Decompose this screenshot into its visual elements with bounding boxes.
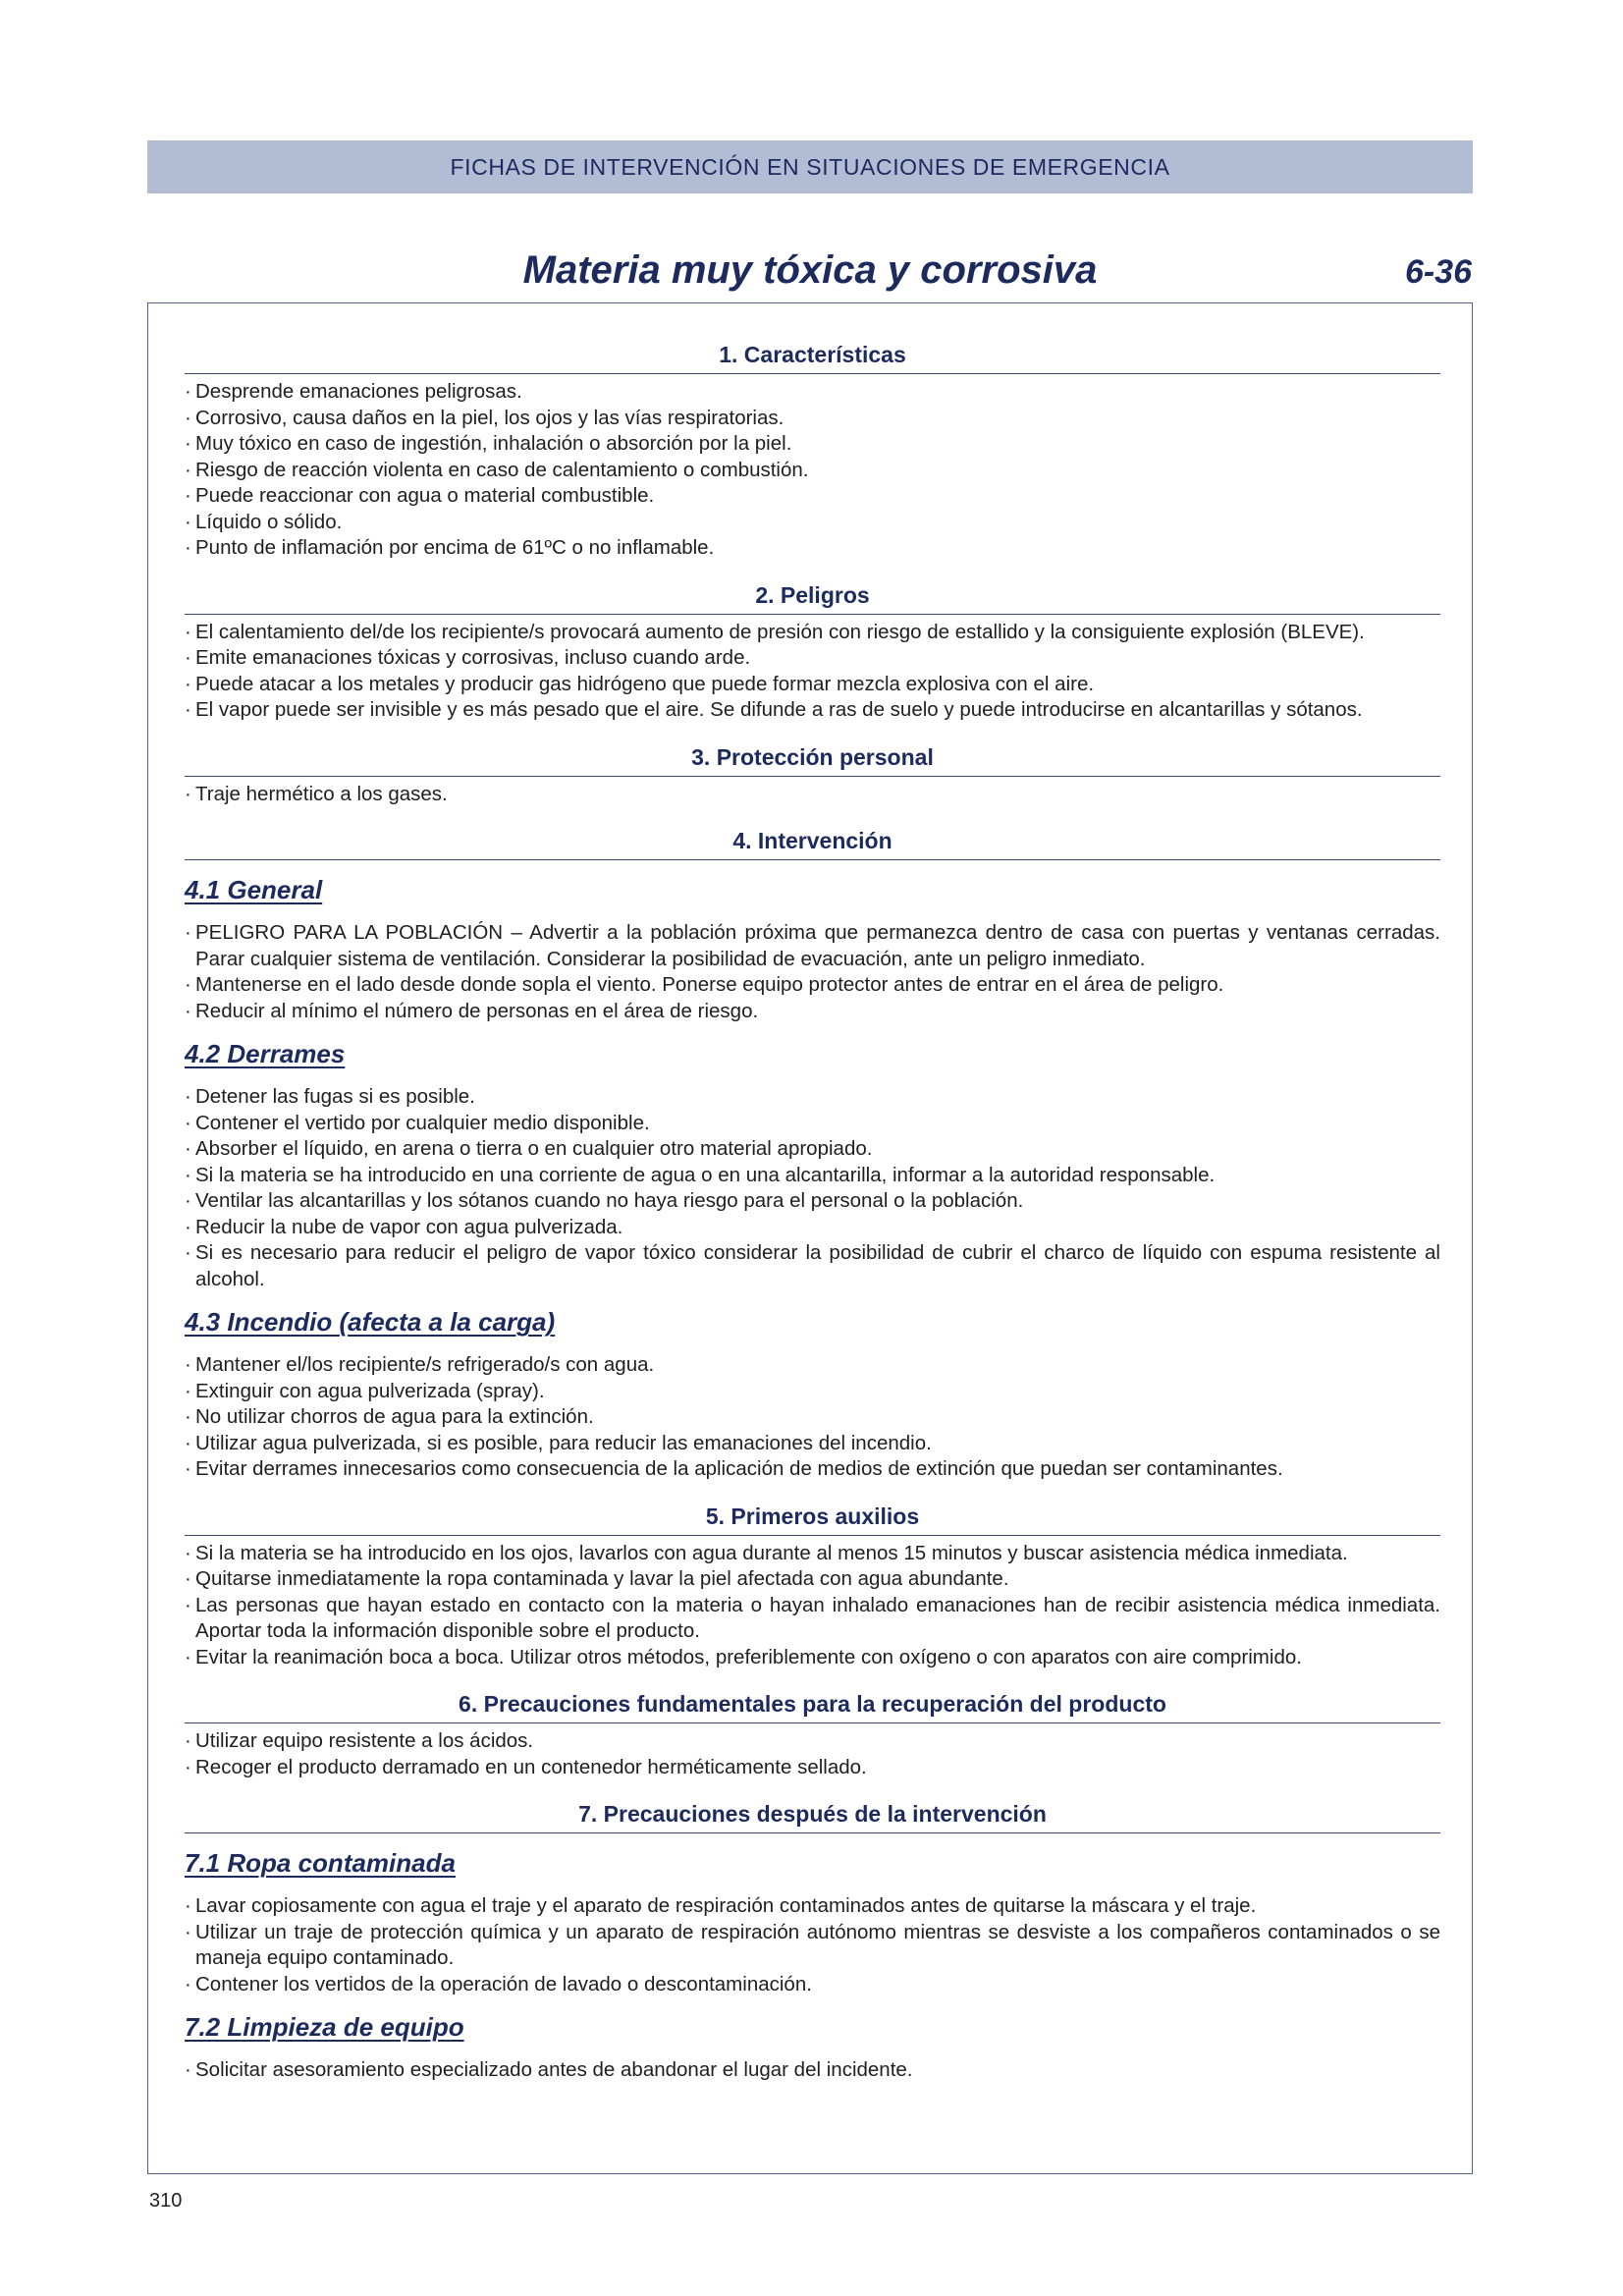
bullet: ·: [185, 2058, 191, 2081]
bullet: ·: [185, 620, 191, 643]
bullet: ·: [185, 1567, 191, 1590]
list-item: [185, 1136, 1440, 1163]
list-item: [185, 1893, 1440, 1920]
bullet-list: [185, 1541, 1440, 1671]
list-item: [185, 1431, 1440, 1457]
section-intervencion: [185, 826, 1440, 1483]
item-text: Si es necesario para reducir el peligro de vapor tóxico considerar la posibilidad de cubrir el charco de líquido con espuma resistente al alcohol.: [195, 1241, 1440, 1290]
bullet: ·: [185, 1111, 191, 1134]
bullet: ·: [185, 782, 191, 805]
list-item: [185, 2057, 1440, 2084]
list-item: [185, 458, 1440, 484]
bullet-list: [185, 2057, 1440, 2084]
item-text: Lavar copiosamente con agua el traje y el aparato de respiración contaminados antes de quitarse la máscara y el traje.: [195, 1894, 1257, 1917]
bullet: ·: [185, 1541, 191, 1564]
list-item: [185, 431, 1440, 458]
subsection-heading: 7.1 Ropa contaminada: [185, 1848, 456, 1878]
list-item: [185, 1593, 1440, 1645]
section-precauciones-recuperacion: [185, 1689, 1440, 1780]
bullet-list: [185, 620, 1440, 724]
bullet: ·: [185, 1405, 191, 1428]
item-text: Absorber el líquido, en arena o tierra o en cualquier otro material apropiado.: [195, 1137, 873, 1160]
bullet: ·: [185, 484, 191, 507]
section-heading: 1. Características: [185, 340, 1440, 374]
bullet: ·: [185, 380, 191, 403]
list-item: [185, 483, 1440, 510]
item-text: Punto de inflamación por encima de 61ºC o no inflamable.: [195, 536, 715, 559]
item-text: Contener el vertido por cualquier medio disponible.: [195, 1111, 650, 1134]
item-text: Evitar la reanimación boca a boca. Utilizar otros métodos, preferiblemente con oxígeno o con aparatos con aire comprimido.: [195, 1645, 1302, 1668]
content-box: [147, 302, 1473, 2174]
item-text: Si la materia se ha introducido en los ojos, lavarlos con agua durante al menos 15 minutos y buscar asistencia médica inmediata.: [195, 1541, 1348, 1564]
item-text: Las personas que hayan estado en contacto con la materia o hayan inhalado emanaciones han de recibir asistencia médica inmediata. Aportar toda la información disponible sobre el producto.: [195, 1593, 1440, 1642]
list-item: [185, 535, 1440, 562]
item-text: Quitarse inmediatamente la ropa contaminada y lavar la piel afectada con agua abundante.: [195, 1567, 1009, 1590]
bullet: ·: [185, 1920, 191, 1943]
list-item: [185, 1352, 1440, 1379]
list-item: [185, 999, 1440, 1025]
item-text: Reducir la nube de vapor con agua pulverizada.: [195, 1215, 623, 1238]
item-text: Utilizar un traje de protección química y un aparato de respiración autónomo mientras se desviste a los compañeros contaminados o se maneja equipo contaminado.: [195, 1920, 1440, 1969]
item-text: Contener los vertidos de la operación de lavado o descontaminación.: [195, 1972, 812, 1995]
item-text: Corrosivo, causa daños en la piel, los ojos y las vías respiratorias.: [195, 406, 784, 429]
bullet-list: [185, 920, 1440, 1024]
item-text: Muy tóxico en caso de ingestión, inhalación o absorción por la piel.: [195, 432, 792, 455]
bullet: ·: [185, 672, 191, 695]
section-heading: 3. Protección personal: [185, 742, 1440, 777]
list-item: [185, 406, 1440, 432]
list-item: [185, 1541, 1440, 1567]
list-item: [185, 1215, 1440, 1241]
section-proteccion-personal: [185, 742, 1440, 808]
list-item: [185, 1111, 1440, 1137]
item-text: Mantenerse en el lado desde donde sopla el viento. Ponerse equipo protector antes de entrar en el área de peligro.: [195, 973, 1224, 996]
item-text: Detener las fugas si es posible.: [195, 1085, 475, 1108]
item-text: Traje hermético a los gases.: [195, 782, 448, 805]
list-item: [185, 620, 1440, 646]
list-item: [185, 1188, 1440, 1215]
list-item: [185, 1456, 1440, 1483]
item-text: Reducir al mínimo el número de personas en el área de riesgo.: [195, 999, 759, 1022]
bullet: ·: [185, 1972, 191, 1995]
section-heading: 7. Precauciones después de la intervención: [185, 1799, 1440, 1833]
banner-title: FICHAS DE INTERVENCIÓN EN SITUACIONES DE EMERGENCIA: [450, 153, 1170, 180]
bullet: ·: [185, 1241, 191, 1264]
bullet: ·: [185, 510, 191, 533]
bullet-list: [185, 1084, 1440, 1292]
bullet: ·: [185, 921, 191, 944]
list-item: [185, 972, 1440, 999]
list-item: [185, 920, 1440, 972]
sheet-code: 6-36: [1404, 253, 1472, 291]
item-text: Líquido o sólido.: [195, 510, 343, 533]
bullet: ·: [185, 1137, 191, 1160]
bullet: ·: [185, 432, 191, 455]
list-item: [185, 1240, 1440, 1292]
list-item: [185, 1163, 1440, 1189]
bullet-list: [185, 1893, 1440, 1997]
bullet: ·: [185, 1593, 191, 1616]
bullet: ·: [185, 1457, 191, 1480]
item-text: No utilizar chorros de agua para la extinción.: [195, 1405, 594, 1428]
item-text: Extinguir con agua pulverizada (spray).: [195, 1379, 545, 1402]
section-heading: 4. Intervención: [185, 826, 1440, 860]
bullet-list: [185, 379, 1440, 562]
bullet: ·: [185, 1755, 191, 1778]
bullet: ·: [185, 458, 191, 481]
bullet-list: [185, 1352, 1440, 1483]
item-text: Puede reaccionar con agua o material combustible.: [195, 484, 655, 507]
item-text: Recoger el producto derramado en un contenedor herméticamente sellado.: [195, 1755, 867, 1778]
list-item: [185, 782, 1440, 808]
item-text: Utilizar agua pulverizada, si es posible, para reducir las emanaciones del incendio.: [195, 1431, 932, 1454]
item-text: Emite emanaciones tóxicas y corrosivas, incluso cuando arde.: [195, 646, 751, 669]
list-item: [185, 645, 1440, 672]
bullet: ·: [185, 1645, 191, 1668]
bullet: ·: [185, 1215, 191, 1238]
item-text: Utilizar equipo resistente a los ácidos.: [195, 1729, 534, 1752]
list-item: [185, 1645, 1440, 1671]
bullet: ·: [185, 536, 191, 559]
section-precauciones-despues: [185, 1799, 1440, 2084]
bullet: ·: [185, 1189, 191, 1212]
subsection-heading: 7.2 Limpieza de equipo: [185, 2012, 464, 2042]
section-heading: 5. Primeros auxilios: [185, 1502, 1440, 1536]
list-item: [185, 1728, 1440, 1755]
bullet: ·: [185, 1085, 191, 1108]
section-heading: 6. Precauciones fundamentales para la recuperación del producto: [185, 1689, 1440, 1723]
item-text: Ventilar las alcantarillas y los sótanos cuando no haya riesgo para el personal o la población.: [195, 1189, 1024, 1212]
page-number: 310: [149, 2190, 183, 2212]
list-item: [185, 1566, 1440, 1593]
bullet: ·: [185, 1353, 191, 1376]
bullet: ·: [185, 999, 191, 1022]
bullet: ·: [185, 406, 191, 429]
item-text: Solicitar asesoramiento especializado antes de abandonar el lugar del incidente.: [195, 2058, 913, 2081]
bullet: ·: [185, 646, 191, 669]
section-primeros-auxilios: [185, 1502, 1440, 1671]
bullet-list: [185, 782, 1440, 808]
list-item: [185, 672, 1440, 698]
list-item: [185, 379, 1440, 406]
page-title: Materia muy tóxica y corrosiva: [522, 248, 1098, 292]
section-caracteristicas: [185, 340, 1440, 562]
section-peligros: [185, 580, 1440, 724]
list-item: [185, 510, 1440, 536]
bullet-list: [185, 1728, 1440, 1780]
bullet: ·: [185, 698, 191, 721]
item-text: Mantener el/los recipiente/s refrigerado/s con agua.: [195, 1353, 655, 1376]
list-item: [185, 1920, 1440, 1972]
bullet: ·: [185, 1894, 191, 1917]
list-item: [185, 1755, 1440, 1781]
bullet: ·: [185, 1431, 191, 1454]
item-text: El vapor puede ser invisible y es más pesado que el aire. Se difunde a ras de suelo y puede introducirse en alcantarillas y sótanos.: [195, 698, 1363, 721]
item-text: Riesgo de reacción violenta en caso de calentamiento o combustión.: [195, 458, 809, 481]
item-text: Desprende emanaciones peligrosas.: [195, 380, 522, 403]
subsection-heading: 4.2 Derrames: [185, 1039, 346, 1068]
item-text: Puede atacar a los metales y producir gas hidrógeno que puede formar mezcla explosiva con el aire.: [195, 672, 1095, 695]
bullet: ·: [185, 1163, 191, 1186]
subsection-heading: 4.1 General: [185, 875, 323, 904]
bullet: ·: [185, 1729, 191, 1752]
list-item: [185, 697, 1440, 724]
list-item: [185, 1972, 1440, 1998]
section-heading: 2. Peligros: [185, 580, 1440, 615]
bullet: ·: [185, 1379, 191, 1402]
list-item: [185, 1404, 1440, 1431]
list-item: [185, 1084, 1440, 1111]
item-text: Evitar derrames innecesarios como consecuencia de la aplicación de medios de extinción que puedan ser contaminantes.: [195, 1457, 1283, 1480]
item-text: PELIGRO PARA LA POBLACIÓN – Advertir a la población próxima que permanezca dentro de casa con puertas y ventanas cerradas. Parar cualquier sistema de ventilación. Considerar la posibilidad de evacuación, ante un peligro inmediato.: [195, 921, 1440, 970]
item-text: El calentamiento del/de los recipiente/s provocará aumento de presión con riesgo de estallido y la consiguiente explosión (BLEVE).: [195, 620, 1365, 643]
list-item: [185, 1379, 1440, 1405]
bullet: ·: [185, 973, 191, 996]
header-banner: [147, 140, 1473, 193]
subsection-heading: 4.3 Incendio (afecta a la carga): [185, 1307, 556, 1337]
item-text: Si la materia se ha introducido en una corriente de agua o en una alcantarilla, informar a la autoridad responsable.: [195, 1163, 1216, 1186]
